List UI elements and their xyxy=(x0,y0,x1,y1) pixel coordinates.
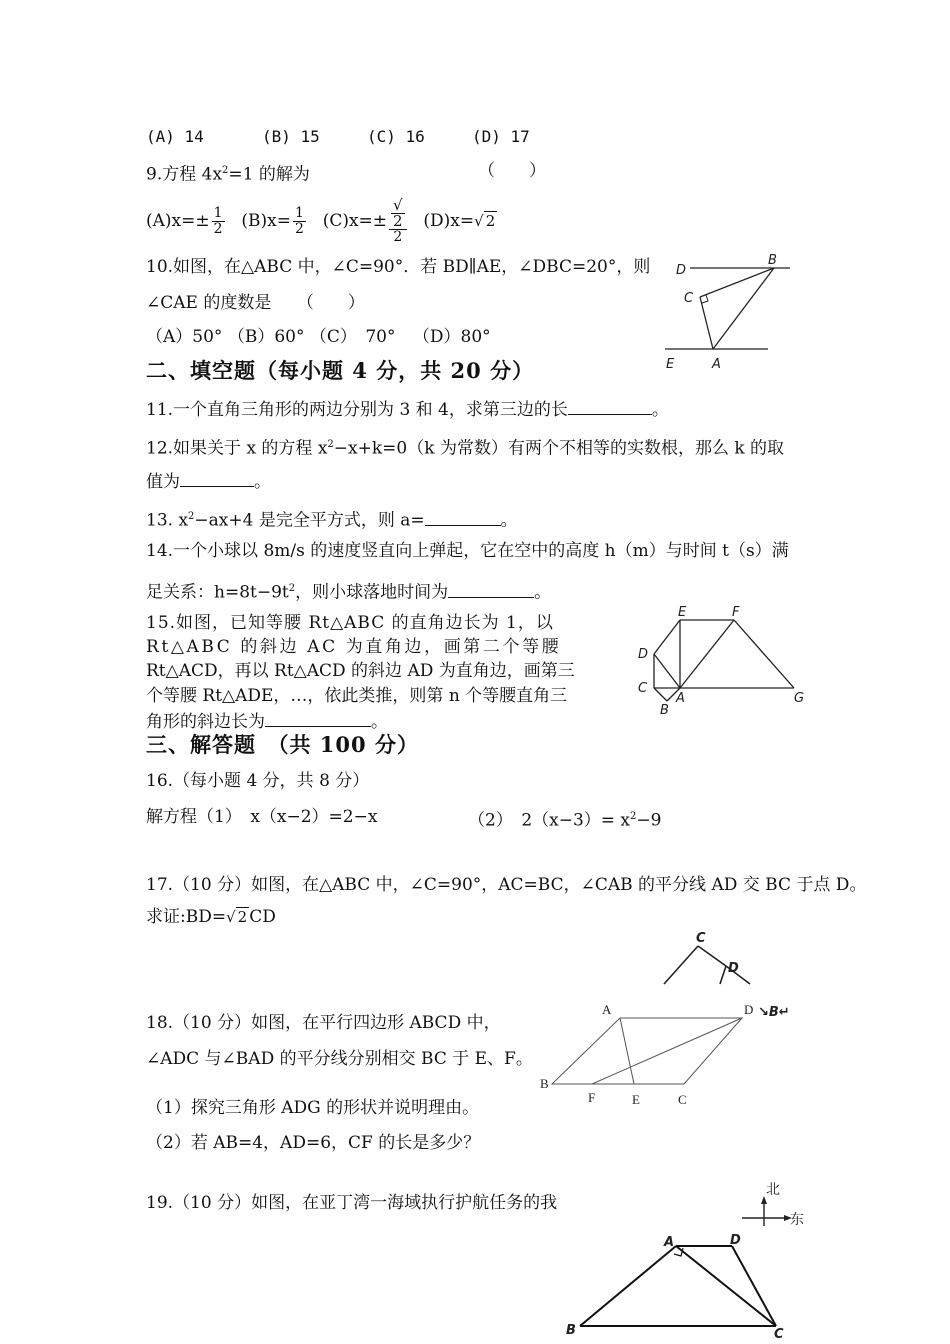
segment-ab xyxy=(580,1246,676,1326)
q15-line4: 个等腰 Rt△ADE，…，依此类推，则第 n 个等腰直角三 xyxy=(146,686,568,706)
q16-equation-1: 解方程（1） x（x−2）=2−x xyxy=(146,807,378,827)
q14-line2: 足关系：$h=8t-9t^2$，则小球落地时间为 。 xyxy=(146,582,552,603)
label-a: A xyxy=(676,691,685,706)
answer-blank xyxy=(180,470,254,487)
q12-line2: 值为 。 xyxy=(146,472,271,492)
label-c: C xyxy=(696,931,706,946)
segment-de xyxy=(654,620,680,654)
label-east: 东 xyxy=(790,1212,804,1228)
segment-cb xyxy=(654,688,667,701)
segment-fg xyxy=(734,620,794,688)
bisector-de xyxy=(592,1018,742,1084)
label-b: B xyxy=(768,253,777,268)
q16-title: 16.（每小题 4 分，共 8 分） xyxy=(146,771,370,791)
label-b: B xyxy=(540,1076,549,1091)
q9-option-a: (A)x=± $\frac{1}{2}$ xyxy=(146,205,223,237)
q9-options xyxy=(146,198,497,245)
q15-figure xyxy=(634,602,814,718)
label-a: A xyxy=(602,1002,612,1017)
segment-da xyxy=(654,654,680,688)
segment-dc xyxy=(732,1246,776,1326)
label-f: F xyxy=(732,605,740,620)
q18-line1: 18.（10 分）如图，在平行四边形 ABCD 中， xyxy=(146,1013,501,1033)
q15-line5: 角形的斜边长为 。 xyxy=(146,712,388,732)
q9-option-b: (B)x= $\frac{1}{2}$ xyxy=(241,205,304,237)
q9-option-d: (D)x=√ 2 xyxy=(423,211,497,231)
stray-mark: ↘B↵ xyxy=(758,1005,790,1020)
section-3-heading: 三、解答题 （共 100 分） xyxy=(146,732,419,757)
label-d: D xyxy=(638,647,649,662)
label-c: C xyxy=(678,1092,687,1107)
compass-icon xyxy=(738,1180,818,1230)
answer-blank xyxy=(568,398,652,415)
q10-line1: 10.如图，在△ABC 中，∠C=90°．若 BD∥AE，∠DBC=20°，则 xyxy=(146,257,651,277)
section-2-heading: 二、填空题（每小题 4 分，共 20 分） xyxy=(146,358,535,383)
label-e: E xyxy=(632,1092,640,1107)
q19-line1: 19.（10 分）如图，在亚丁湾一海域执行护航任务的我 xyxy=(146,1193,558,1213)
q18-figure xyxy=(536,998,796,1108)
label-b: B xyxy=(660,703,669,718)
q18-line2: ∠ADC 与∠BAD 的平分线分别相交 BC 于 E、F。 xyxy=(146,1049,533,1069)
fraction: $\frac{1}{2}$ xyxy=(213,205,223,237)
label-g: G xyxy=(794,691,805,706)
q9-stem: 9.方程 $4x^2=1$ 的解为 xyxy=(146,164,310,185)
segment-cd xyxy=(698,946,726,966)
q18-sub2: （2）若 AB=4，AD=6，CF 的长是多少？ xyxy=(146,1133,481,1153)
label-d: D xyxy=(676,263,687,278)
label-c: C xyxy=(684,291,694,306)
q15-line2: Rt△ABC 的斜边 AC 为直角边，画第二个等腰 xyxy=(146,637,562,657)
sqrt-symbol: √ 2 xyxy=(474,212,496,230)
q15-line1: 15.如图，已知等腰 Rt△ABC 的直角边长为 1，以 xyxy=(146,613,554,633)
bisector-af xyxy=(620,1018,634,1084)
sqrt-symbol: √ 2 xyxy=(226,908,248,926)
q17-line1: 17.（10 分）如图，在△ABC 中，∠C=90°，AC=BC，∠CAB 的平分线 AD 交 BC 于点 D。 xyxy=(146,875,867,895)
answer-blank xyxy=(425,509,501,526)
q10-figure xyxy=(660,250,780,380)
fraction: $\frac{1}{2}$ xyxy=(294,205,304,237)
fraction: √ 2 2 xyxy=(389,198,407,245)
parallelogram-abcd xyxy=(552,1018,742,1084)
q16-equation-2: （2） $2(x-3)= x^2-9$ xyxy=(468,810,662,831)
label-north: 北 xyxy=(766,1182,780,1198)
label-d: D xyxy=(728,961,739,976)
q8-option-d: (D) 17 xyxy=(472,127,530,146)
q9-answer-paren: （ ） xyxy=(478,161,546,181)
q19-figure xyxy=(560,1230,800,1344)
q11: 11.一个直角三角形的两边分别为 3 和 4，求第三边的长 。 xyxy=(146,400,669,420)
answer-blank xyxy=(448,581,534,598)
label-d: D xyxy=(730,1233,741,1248)
segment-ac xyxy=(676,1246,776,1326)
sqrt-symbol: √ 2 xyxy=(393,196,403,230)
q17-line2: 求证:BD=√ 2 CD xyxy=(146,907,276,927)
label-a: A xyxy=(664,1235,675,1250)
label-d: D xyxy=(744,1002,754,1017)
q9-option-c: (C)x=± √ 2 2 xyxy=(323,211,409,231)
label-c: C xyxy=(774,1327,784,1342)
label-c: C xyxy=(638,681,648,696)
segment-fa xyxy=(680,620,734,688)
segment-da xyxy=(720,966,726,984)
q10-line2: ∠CAE 的度数是 （ ） xyxy=(146,293,365,313)
q8-option-a: (A) 14 xyxy=(146,127,204,146)
q8-option-b: (B) 15 xyxy=(262,127,320,146)
q13: 13. $x^2-ax+4$ 是完全平方式，则 a= 。 xyxy=(146,510,518,531)
answer-blank xyxy=(265,710,371,727)
q18-sub1: （1）探究三角形 ADG 的形状并说明理由。 xyxy=(146,1098,480,1118)
label-e: E xyxy=(678,605,687,620)
q12-line1: 12.如果关于 x 的方程 $x^2-x+k=0(k$ 为常数）有两个不相等的实数根，那么 k 的取 xyxy=(146,438,785,459)
q8-option-c: (C) 16 xyxy=(367,127,425,146)
label-a: A xyxy=(712,357,721,372)
segment-ca xyxy=(664,946,698,984)
q10-options: （A）50° （B）60° （C） 70° （D）80° xyxy=(146,327,491,347)
q17-figure xyxy=(650,928,760,986)
label-e: E xyxy=(666,357,675,372)
q15-line3: Rt△ACD，再以 Rt△ACD 的斜边 AD 为直角边，画第三 xyxy=(146,661,575,681)
q14-line1: 14.一个小球以 8m/s 的速度竖直向上弹起，它在空中的高度 h（m）与时间 t（s）满 xyxy=(146,541,789,561)
label-f: F xyxy=(588,1090,596,1105)
segment-ca xyxy=(700,297,713,349)
label-b: B xyxy=(566,1323,576,1338)
